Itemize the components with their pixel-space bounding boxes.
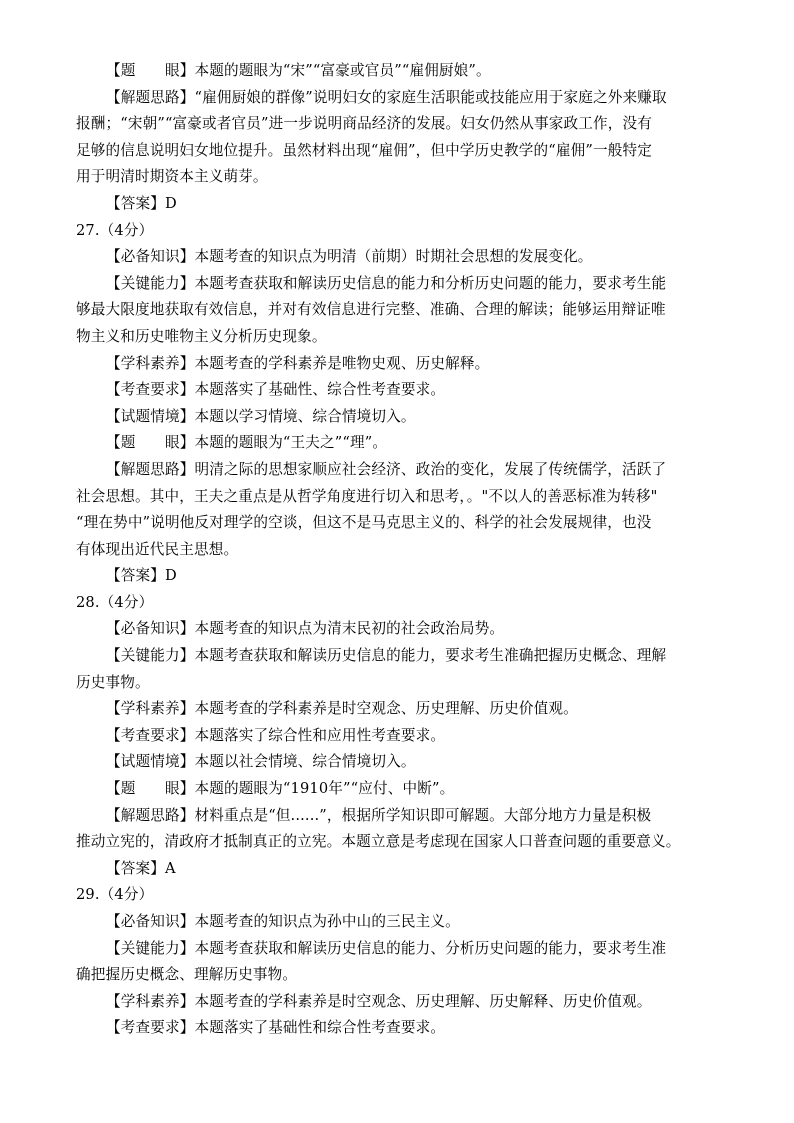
analysis-line <box>76 351 726 378</box>
section-tag: 【题 眼】 <box>106 62 195 79</box>
line-text: “理在势中”说明他反对理学的空谈，但这不是马克思主义的、科学的社会发展规律，也没 <box>76 514 652 532</box>
section-tag: 【答案】 <box>106 567 165 585</box>
line-text: D <box>164 194 177 212</box>
continuation-line <box>76 111 726 138</box>
continuation-line <box>76 138 726 165</box>
section-tag: 【题 眼】 <box>106 434 195 452</box>
line-text: 本题考查的学科素养是时空观念、历史理解、历史价值观。 <box>194 700 578 718</box>
section-tag: 【学科素养】 <box>106 700 195 718</box>
line-text: 本题考查的知识点为孙中山的三民主义。 <box>194 913 460 930</box>
analysis-line <box>76 404 726 431</box>
analysis-line <box>76 616 726 643</box>
line-text: 历史事物。 <box>76 673 150 691</box>
analysis-line <box>76 803 726 830</box>
line-text: 本题考查获取和解读历史信息的能力，要求考生准确把握历史概念、理解 <box>194 647 667 665</box>
line-text: 确把握历史概念、理解历史事物。 <box>76 966 298 984</box>
section-tag: 【答案】 <box>106 194 165 212</box>
analysis-line <box>76 271 726 298</box>
question-number <box>76 218 726 245</box>
line-text: 社会思想。其中，王夫之重点是从哲学角度进行切入和思考，。"不以人的善恶标准为转移" <box>76 487 658 505</box>
line-text: 本题考查获取和解读历史信息的能力和分析历史问题的能力，要求考生能 <box>194 274 667 292</box>
section-tag: 【关键能力】 <box>106 647 195 665</box>
continuation-line <box>76 670 726 697</box>
line-text: 本题落实了综合性和应用性考查要求。 <box>194 726 446 744</box>
question-number-text: 28.（4分） <box>76 593 154 611</box>
line-text: 本题的题眼为“1910年”“应付、中断”。 <box>194 780 455 798</box>
continuation-line <box>76 510 726 537</box>
line-text: 足够的信息说明妇女地位提升。虽然材料出现“雇佣”，但中学历史教学的“雇佣”一般特定 <box>76 141 652 159</box>
line-text: 本题落实了基础性、综合性考查要求。 <box>194 381 446 399</box>
section-tag: 【学科素养】 <box>106 354 195 372</box>
analysis-line <box>76 85 726 112</box>
line-text: 有体现出近代民主思想。 <box>76 540 239 558</box>
continuation-line <box>76 297 726 324</box>
section-tag: 【题 眼】 <box>106 780 195 798</box>
line-text: “雇佣厨娘的群像”说明妇女的家庭生活职能或技能应用于家庭之外来赚取 <box>194 88 667 106</box>
line-text: 本题考查获取和解读历史信息的能力、分析历史问题的能力，要求考生准 <box>194 939 667 957</box>
continuation-line <box>76 829 726 856</box>
continuation-line <box>76 324 726 351</box>
question-number-text: 29.（4分） <box>76 886 154 904</box>
continuation-line <box>76 962 726 989</box>
section-tag: 【解题思路】 <box>106 88 195 106</box>
answer-analysis-page <box>76 58 726 1042</box>
analysis-line <box>76 563 726 590</box>
analysis-line <box>76 377 726 404</box>
analysis-line <box>76 191 726 218</box>
analysis-line <box>76 856 726 883</box>
line-text: 本题以社会情境、综合情境切入。 <box>194 753 416 771</box>
line-text: 本题考查的知识点为清末民初的社会政治局势。 <box>194 620 505 638</box>
line-text: 本题考查的知识点为明清（前期）时期社会思想的发展变化。 <box>194 248 593 266</box>
analysis-line <box>76 643 726 670</box>
line-text: 本题考查的学科素养是时空观念、历史理解、历史解释、历史价值观。 <box>194 992 652 1010</box>
analysis-line <box>76 776 726 803</box>
section-tag: 【关键能力】 <box>106 274 195 292</box>
line-text: 用于明清时期资本主义萌芽。 <box>76 168 268 186</box>
section-tag: 【必备知识】 <box>106 248 195 266</box>
analysis-line <box>76 909 726 936</box>
question-number <box>76 882 726 909</box>
section-tag: 【考查要求】 <box>106 381 195 399</box>
line-text: 材料重点是“但......”，根据所学知识即可解题。大部分地方力量是积极 <box>194 806 652 824</box>
section-tag: 【必备知识】 <box>106 620 195 638</box>
line-text: A <box>164 859 176 877</box>
question-number <box>76 590 726 617</box>
analysis-line <box>76 989 726 1016</box>
analysis-line <box>76 457 726 484</box>
analysis-line <box>76 723 726 750</box>
section-tag: 【试题情境】 <box>106 407 195 425</box>
section-tag: 【考查要求】 <box>106 1019 195 1037</box>
continuation-line <box>76 537 726 564</box>
line-text: D <box>164 567 177 585</box>
line-text: 物主义和历史唯物主义分析历史现象。 <box>76 327 327 345</box>
analysis-line <box>76 430 726 457</box>
section-tag: 【必备知识】 <box>106 913 195 930</box>
section-tag: 【解题思路】 <box>106 460 195 478</box>
continuation-line <box>76 484 726 511</box>
analysis-line <box>76 749 726 776</box>
line-text: 本题以学习情境、综合情境切入。 <box>194 407 416 425</box>
line-text: 够最大限度地获取有效信息，并对有效信息进行完整、准确、合理的解读；能够运用辩证唯 <box>76 301 666 319</box>
line-text: 明清之际的思想家顺应社会经济、政治的变化，发展了传统儒学，活跃了 <box>194 460 667 478</box>
line-text: 本题的题眼为“宋”“富豪或官员”“雇佣厨娘”。 <box>194 62 491 79</box>
analysis-line <box>76 244 726 271</box>
question-number-text: 27.（4分） <box>76 221 154 239</box>
section-tag: 【考查要求】 <box>106 726 195 744</box>
line-text: 本题的题眼为“王夫之”“理”。 <box>194 434 388 452</box>
line-text: 推动立宪的，清政府才抵制真正的立宪。本题立意是考虑现在国家人口普查问题的重要意义。 <box>76 833 681 851</box>
section-tag: 【关键能力】 <box>106 939 195 957</box>
analysis-line <box>76 696 726 723</box>
line-text: 本题考查的学科素养是唯物史观、历史解释。 <box>194 354 490 372</box>
section-tag: 【试题情境】 <box>106 753 195 771</box>
section-tag: 【学科素养】 <box>106 992 195 1010</box>
analysis-line <box>76 1015 726 1042</box>
section-tag: 【答案】 <box>106 859 165 877</box>
analysis-line <box>76 936 726 963</box>
line-text: 本题落实了基础性和综合性考查要求。 <box>194 1019 446 1037</box>
line-text: 报酬；“宋朝”“富豪或者官员”进一步说明商品经济的发展。妇女仍然从事家政工作，没有 <box>76 115 652 133</box>
section-tag: 【解题思路】 <box>106 806 195 824</box>
analysis-line <box>76 58 726 85</box>
continuation-line <box>76 164 726 191</box>
